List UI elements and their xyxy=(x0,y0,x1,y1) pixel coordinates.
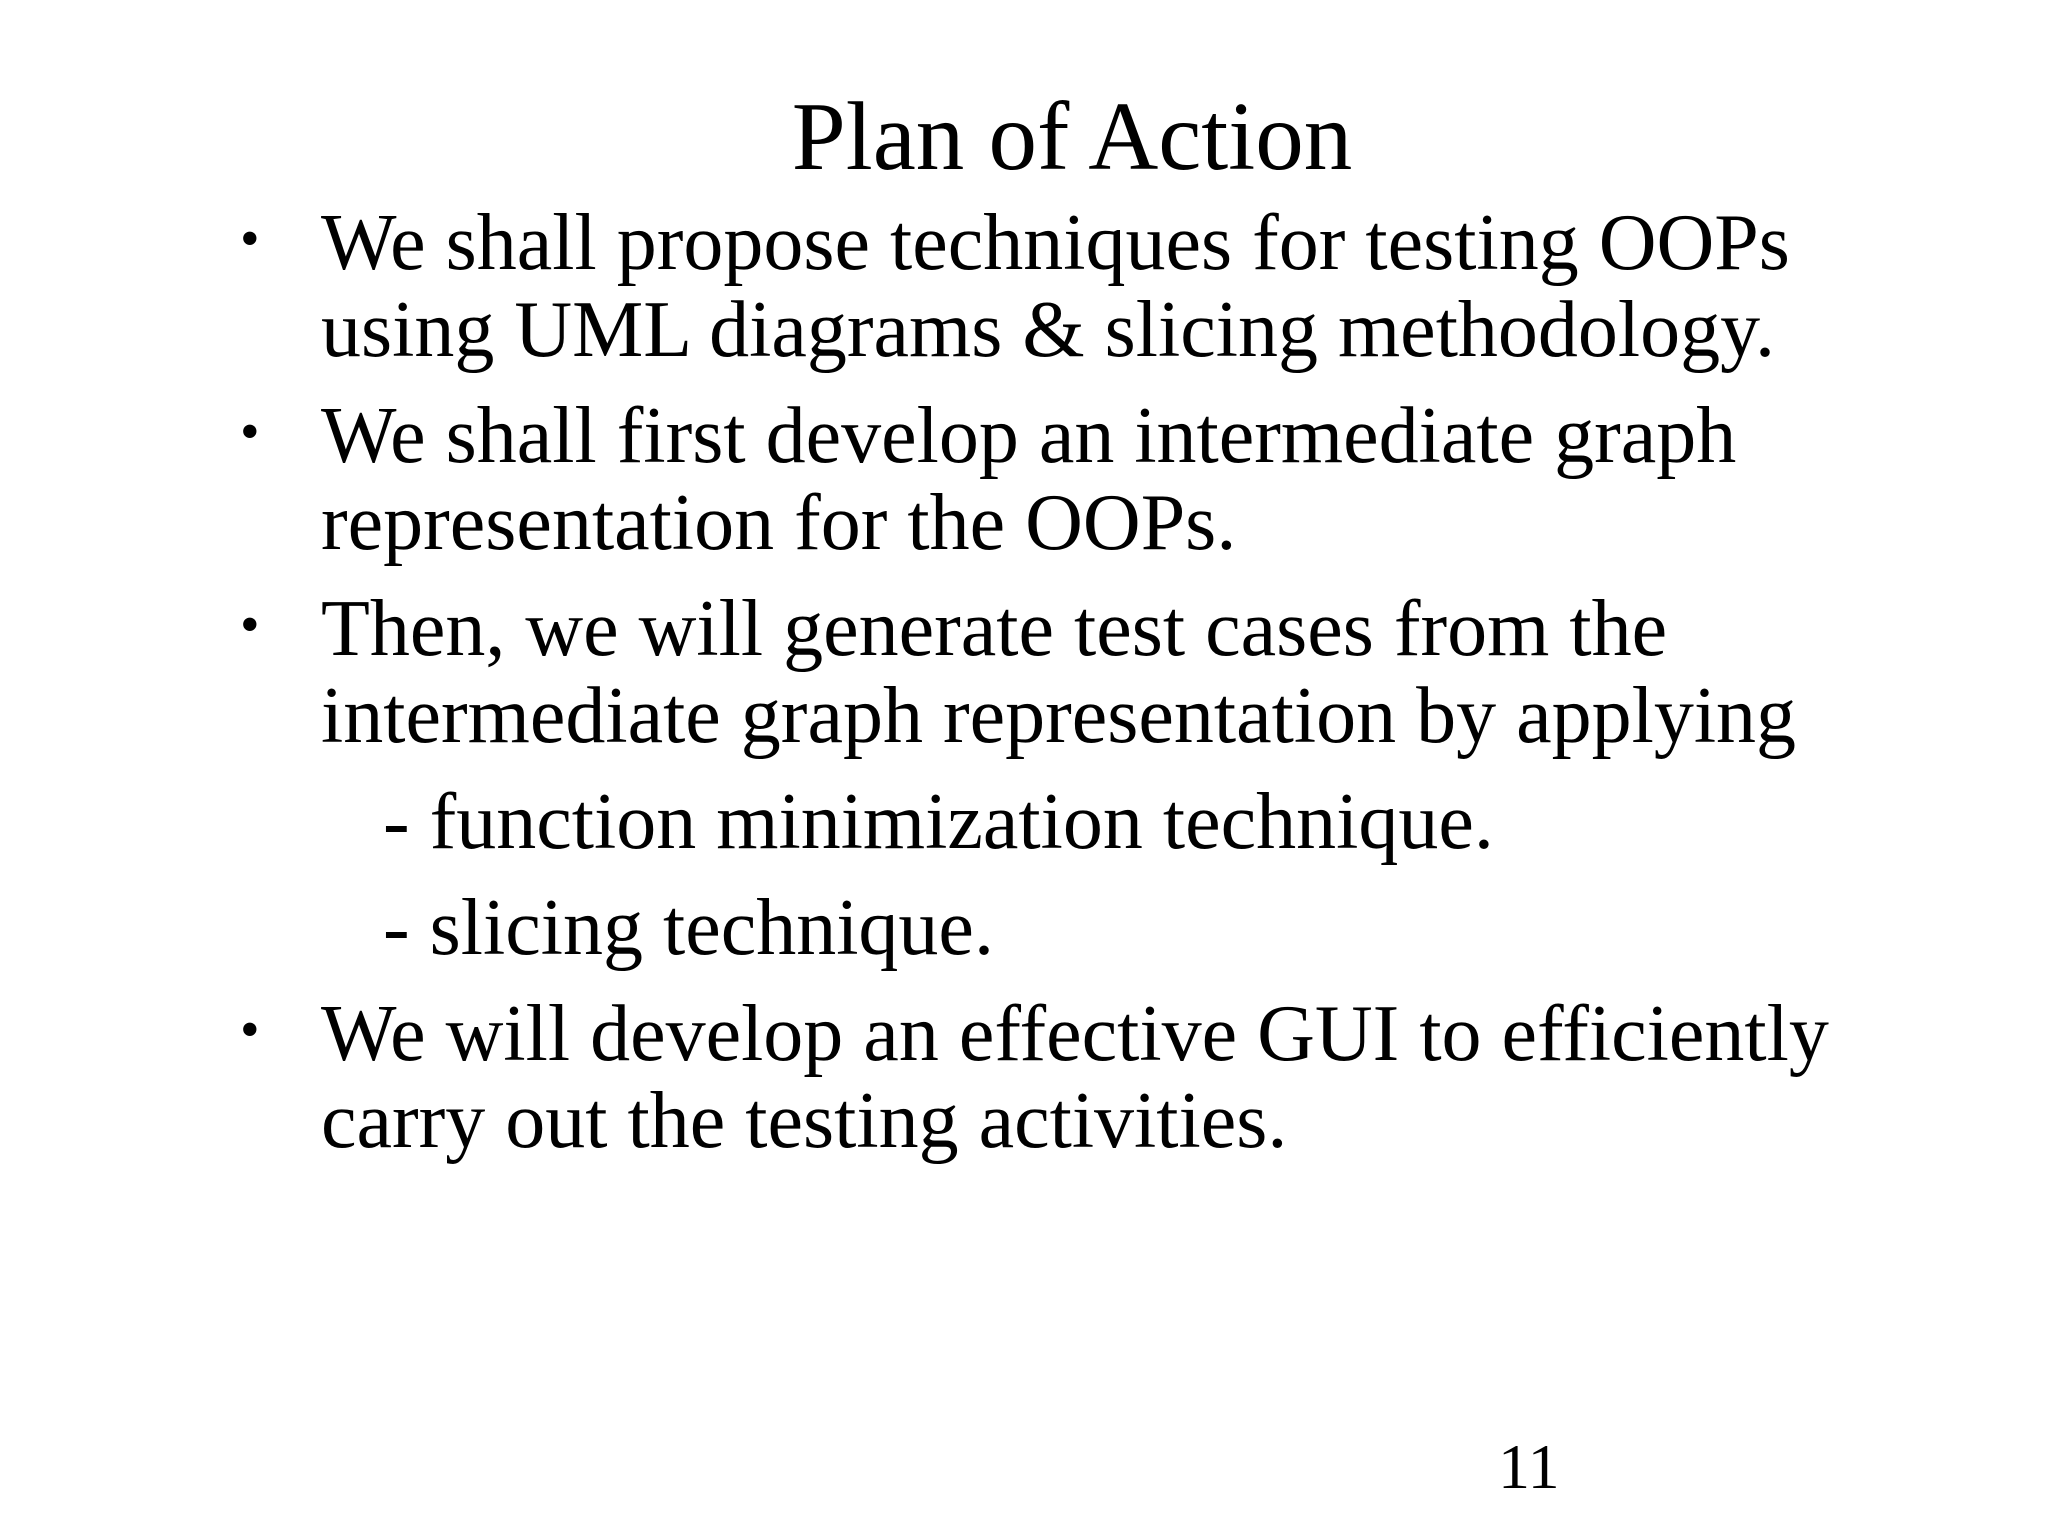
bullet-item xyxy=(240,991,1900,1165)
bullet-marker: • xyxy=(240,999,260,1061)
bullet-list xyxy=(240,200,1900,1184)
bullet-line: We shall first develop an intermediate graph xyxy=(321,392,1737,480)
bullet-item xyxy=(240,586,1900,972)
bullet-line: intermediate graph representation by applying xyxy=(321,672,1797,760)
bullet-line: We will develop an effective GUI to efficiently xyxy=(321,990,1829,1078)
bullet-marker: • xyxy=(240,401,260,463)
bullet-line: We shall propose techniques for testing OOPs xyxy=(321,199,1790,287)
sub-bullet-item: - function minimization technique. xyxy=(383,778,1494,866)
bullet-line: Then, we will generate test cases from the xyxy=(321,585,1668,673)
sub-bullet-item: - slicing technique. xyxy=(383,884,994,972)
sub-bullet-list xyxy=(321,779,1900,972)
bullet-item xyxy=(240,393,1900,567)
bullet-line: carry out the testing activities. xyxy=(321,1077,1288,1165)
bullet-marker: • xyxy=(240,208,260,270)
bullet-line: representation for the OOPs. xyxy=(321,479,1237,567)
page-number: 11 xyxy=(1498,1431,1560,1502)
bullet-marker: • xyxy=(240,594,260,656)
slide-title: Plan of Action xyxy=(791,83,1353,190)
bullet-line: using UML diagrams & slicing methodology. xyxy=(321,286,1775,374)
bullet-item xyxy=(240,200,1900,374)
